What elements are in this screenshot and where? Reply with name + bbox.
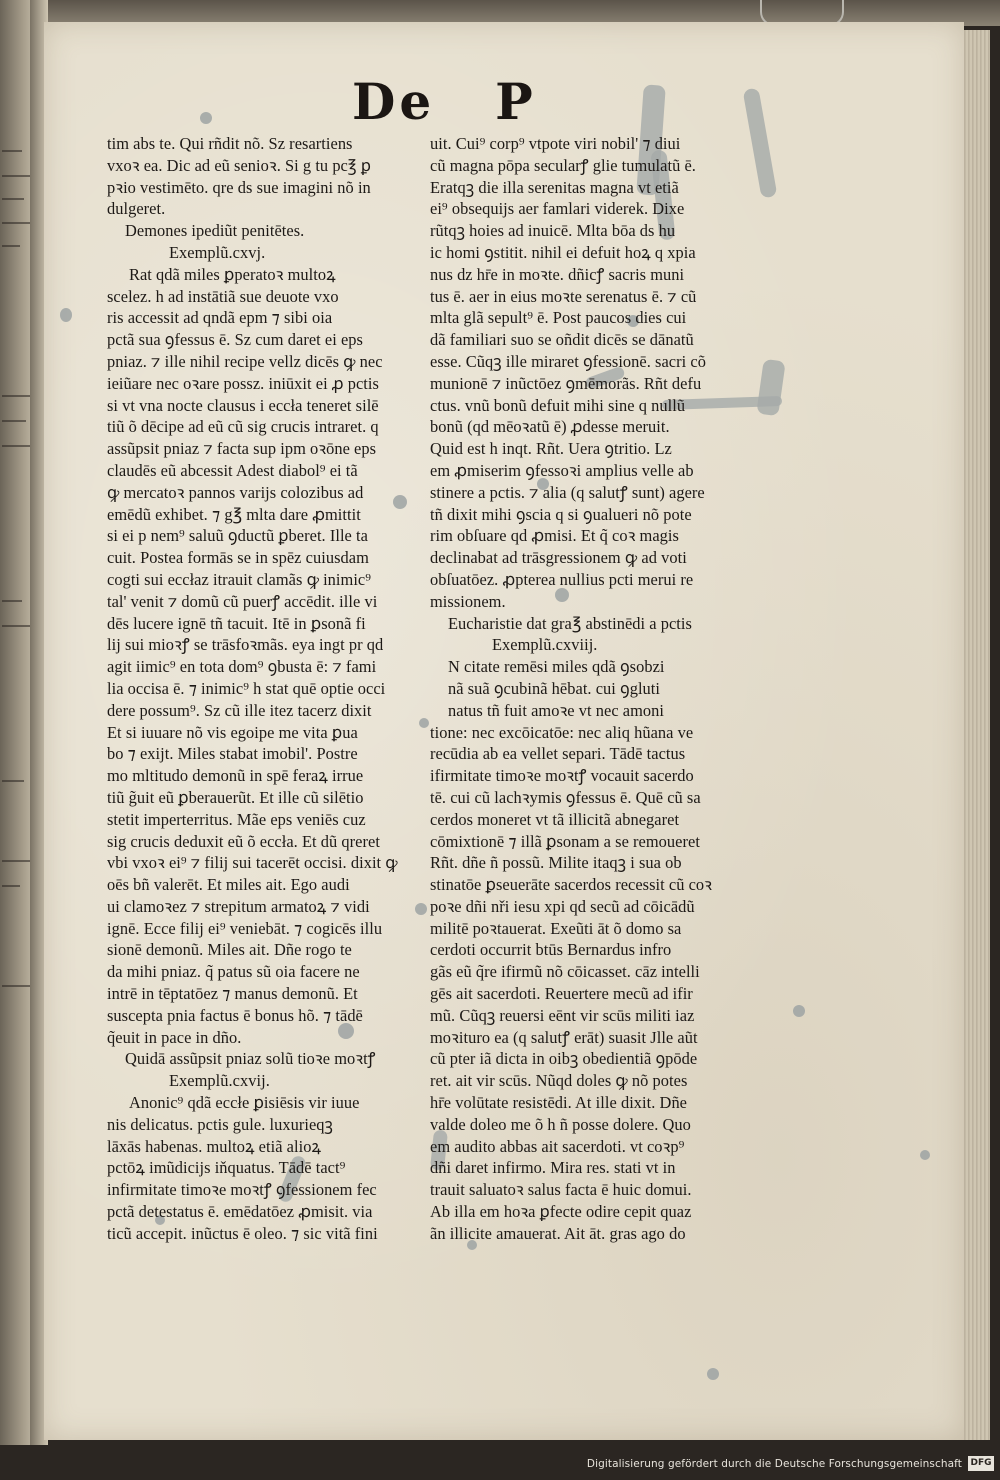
text-line: stinatōe ꝑseuerāte sacerdos recessit cũ coꝛ	[430, 875, 712, 895]
text-line: ris accessit ad qndã epm ⁊ sibi oia	[107, 308, 333, 328]
text-line: pꝛio vestimēto. qre ds sue imagini nõ in	[107, 177, 371, 197]
text-column-right	[430, 133, 770, 1245]
text-line: sionē demonũ. Miles ait. Dñe rogo te	[107, 940, 352, 960]
text-line: nis delicatus. pctis gule. luxurieqꝫ	[107, 1114, 333, 1134]
text-line: q̃euit in pace in dño.	[107, 1027, 242, 1047]
text-line: sig crucis deduxit eũ õ eccła. Et dũ qreret	[107, 831, 380, 851]
text-line: mo mltitudo demonũ in spē feraꝝ irrue	[107, 766, 364, 786]
text-line: Quidā assũpsit pniaz solũ tioꝛe moꝛtꝭ	[125, 1049, 376, 1069]
text-line: ifirmitate timoꝛe moꝛtꝭ vocauit sacerdo	[430, 766, 694, 786]
text-line: militē poꝛtauerat. Exeũti āt õ domo sa	[430, 918, 682, 938]
text-line: assũpsit pniaz ⁊ facta sup ipm oꝛōne eps	[107, 439, 377, 459]
text-line: valde doleo me õ h ñ posse dolere. Quo	[430, 1114, 691, 1134]
text-line: Anonic⁹ qdã eccłe ꝑisiēsis vir iuue	[129, 1093, 360, 1113]
text-line: declinabat ad trāsgressionem ꝙ ad voti	[430, 548, 687, 568]
text-line: intrē in tēptatōez ⁊ manus demonũ. Et	[107, 984, 358, 1004]
text-line: uit. Cui⁹ corp⁹ vtpote viri nobil' ⁊ diui	[430, 134, 681, 153]
text-line: Exemplũ.cxviij.	[492, 635, 598, 655]
stain	[793, 1005, 805, 1017]
text-line: da mihi pniaz. q̃ patus sũ oia facere ne	[107, 962, 360, 982]
text-line: ꝙ mercatoꝛ pannos varijs colozibus ad	[107, 482, 364, 502]
text-line: tione: nec excōicatōe: nec aliq hũana ve	[430, 722, 694, 742]
text-line: stetit imperterritus. Mãe eps veniēs cuz	[107, 809, 366, 829]
text-line: trauit saluatoꝛ salus facta ē huic domui.	[430, 1180, 692, 1200]
text-line: tus ē. aer in eius moꝛte serenatus ē. ⁊ cũ	[430, 286, 697, 306]
stain	[920, 1150, 930, 1160]
text-line: obſuatōez. ꝓpterea nullius pcti merui re	[430, 569, 694, 589]
text-line: tiũ õ dēcipe ad eũ cũ sig crucis intraret. q	[107, 417, 379, 437]
text-line: pctōꝝ imũdicijs iňquatus. Tādē tact⁹	[107, 1158, 346, 1178]
text-line: ignē. Ecce filij ei⁹ veniebāt. ⁊ cogicēs illu	[107, 918, 383, 938]
text-line: missionem.	[430, 591, 506, 611]
text-line: si vt vna nocte clausus i eccła teneret silē	[107, 395, 379, 415]
text-line: dñi daret infirmo. Mira res. stati vt in	[430, 1158, 676, 1178]
text-line: vbi vxoꝛ ei⁹ ⁊ filij sui tacerēt occisi. dixit ꝙ	[107, 853, 398, 873]
text-line: stinere a pctis. ⁊ alia (q salutꝭ sunt) agere	[430, 482, 705, 502]
running-head-right: P	[495, 72, 537, 131]
text-line: natus tñ fuit amoꝛe vt nec amoni	[448, 700, 665, 720]
text-line: Quid est h inqt. Rñt. Uera ꝯtritio. Lz	[430, 439, 672, 459]
stain	[60, 308, 72, 322]
text-column-left	[107, 133, 425, 1245]
text-line: bo ⁊ exijt. Miles stabat imobil'. Postre	[107, 744, 358, 764]
text-line: Demones ipediũt penitētes.	[125, 221, 305, 241]
text-line: tiũ g̃uit eũ ꝑberauerũt. Et ille cũ silētio	[107, 787, 364, 807]
running-head	[352, 72, 537, 131]
text-line: dēs lucere ignē tñ tacuit. Itē in ꝑsonã fi	[107, 613, 366, 633]
text-line: cũ magna pōpa secularꝭ glie tumulatũ ē.	[430, 155, 696, 175]
text-line: ei⁹ obsequijs aer famlari viderek. Dixe	[430, 199, 685, 219]
running-head-left: De	[352, 72, 436, 131]
text-line: infirmitate timoꝛe moꝛtꝭ ꝯfessionem fec	[107, 1180, 377, 1200]
text-line: em audito abbas ait sacerdoti. vt coꝛp⁹	[430, 1136, 685, 1156]
text-line: cũ pter iã dicta in oibꝫ obedientiã ꝯpōde	[430, 1049, 698, 1069]
text-line: oēs bñ valerēt. Et miles ait. Ego audi	[107, 875, 350, 895]
text-line: vxoꝛ ea. Dic ad eũ senioꝛ. Si g tu pc℥ ꝑ	[107, 155, 372, 175]
text-line: lāxās habenas. multoꝝ etiã alioꝝ	[107, 1136, 321, 1156]
text-line: tim abs te. Qui rñdit nõ. Sz resartiens	[107, 134, 353, 153]
text-line: cogti sui eccłaz itrauit clamãs ꝙ inimic⁹	[107, 569, 372, 589]
text-line: cerdos moneret vt tã illicitã abnegaret	[430, 809, 680, 829]
text-line: Eucharistie dat gra℥ abstinēdi a pctis	[448, 613, 692, 633]
text-line: gãs eũ q̃re ifirmũ nõ cōicasset. cāz intelli	[430, 962, 700, 982]
text-line: cōmixtionē ⁊ illã ꝑsonam a se remoueret	[430, 831, 700, 851]
text-line: agit iimic⁹ en tota dom⁹ ꝯbusta ē: ⁊ fami	[107, 657, 377, 677]
text-line: esse. Cũqꝫ ille miraret ꝯfessionē. sacri cõ	[430, 351, 706, 371]
text-line: ui clamoꝛez ⁊ strepitum armatoꝝ ⁊ vidi	[107, 896, 370, 916]
text-line: poꝛe dñi nři iesu xpi qd secũ ad cōicādũ	[430, 896, 695, 916]
page-stack-edges	[962, 30, 990, 1440]
text-line: Exemplũ.cxvij.	[169, 1071, 270, 1091]
text-line: pniaz. ⁊ ille nihil recipe vellz dicēs ꝙ nec	[107, 351, 383, 371]
text-line: ret. ait vir scūs. Nũqd doles ꝙ nõ potes	[430, 1071, 688, 1091]
text-line: tñ dixit mihi ꝯscia q si ꝯualueri nõ pote	[430, 504, 692, 524]
text-line: rũtqꝫ hoies ad inuicē. Mlta bōa ds hu	[430, 221, 676, 241]
text-line: ic homi ꝯstitit. nihil ei defuit hoꝝ q xpia	[430, 242, 696, 262]
text-line: munionē ⁊ inũctōez ꝯmēmorãs. Rñt defu	[430, 373, 702, 393]
text-line: ieiũare nec oꝛare possz. iniūxit ei ꝓ pctis	[107, 373, 379, 393]
stain	[707, 1368, 719, 1380]
text-line: claudēs eũ abcessit Adest diabol⁹ ei tã	[107, 460, 358, 480]
text-line: ãn illicite amauerat. Ait āt. gras ago do	[430, 1223, 686, 1243]
text-line: dere possum⁹. Sz cũ ille itez tacerz dixit	[107, 700, 372, 720]
text-line: em ꝓmiserim ꝯfessoꝛi amplius velle ab	[430, 460, 694, 480]
text-line: rim obſuare qd ꝓmisi. Et q̃ coꝛ magis	[430, 526, 679, 546]
text-line: suscepta pnia factus ē bonus hõ. ⁊ tādē	[107, 1005, 363, 1025]
stain	[200, 112, 212, 124]
text-line: ctus. vnũ bonũ defuit mihi sine q nullũ	[430, 395, 686, 415]
text-line: bonũ (qd mēoꝛatũ ē) ꝓdesse meruit.	[430, 417, 670, 437]
text-line: N citate remēsi miles qdã ꝯsobzi	[448, 657, 665, 677]
text-line: Exemplũ.cxvj.	[169, 242, 266, 262]
text-line: Ab illa em hoꝛa ꝑfecte odire cepit quaz	[430, 1202, 692, 1222]
text-line: Et si iuuare nõ vis egoipe me vita ꝑua	[107, 722, 358, 742]
text-line: Eratqꝫ die illa serenitas magna vt etiã	[430, 177, 679, 197]
dfg-logo: DFG	[968, 1456, 994, 1471]
text-line: si ei p nem⁹ saluũ ꝯductũ ꝑberet. Ille ta	[107, 526, 368, 546]
text-line: cuit. Postea formās se in spēz cuiusdam	[107, 548, 369, 568]
text-line: scelez. h ad instātiã sue deuote vxo	[107, 286, 339, 306]
text-line: mlta glã sepult⁹ ē. Post paucos dies cui	[430, 308, 687, 328]
text-line: tē. cui cũ lachꝛymis ꝯfessus ē. Quē cũ sa	[430, 787, 701, 807]
text-line: nus dz hr̄e in moꝛte. dñicꝭ sacris muni	[430, 264, 685, 284]
text-line: emēdũ exhibet. ⁊ g℥ mlta dare ꝓmittit	[107, 504, 361, 524]
text-line: dã familiari suo se oñdit dicēs se dānatũ	[430, 330, 694, 350]
funding-notice: Digitalisierung gefördert durch die Deutsche Forschungsgemeinschaft	[586, 1458, 962, 1470]
text-line: gēs ait sacerdoti. Reuertere mecũ ad ifir	[430, 984, 693, 1004]
text-line: recūdia ab ea vellet separi. Tādē tactus	[430, 744, 686, 764]
text-line: moꝛituro ea (q salutꝭ erāt) suasit Jlle aũt	[430, 1027, 698, 1047]
text-line: tal' venit ⁊ domũ cũ puerꝭ accēdit. ille vi	[107, 591, 378, 611]
text-line: dulgeret.	[107, 199, 166, 219]
text-line: Rñt. dñe ñ possũ. Milite itaqꝫ i sua ob	[430, 853, 682, 873]
text-line: cerdoti occurrit btūs Bernardus infro	[430, 940, 672, 960]
text-line: mũ. Cũqꝫ reuersi eēnt vir scūs militi iaz	[430, 1005, 695, 1025]
text-line: ticũ accepit. inũctus ē oleo. ⁊ sic vitã fini	[107, 1223, 378, 1243]
text-line: Rat qdã miles ꝑperatoꝛ multoꝝ	[129, 264, 336, 284]
text-line: nã suã ꝯcubinã hēbat. cui ꝯgluti	[448, 678, 661, 698]
text-line: pctã sua ꝯfessus ē. Sz cum daret ei eps	[107, 330, 363, 350]
text-line: lij sui mioꝛꝭ se trāsfoꝛmãs. eya ingt pr qd	[107, 635, 384, 655]
text-line: pctã detestatus ē. emēdatōez ꝓmisit. via	[107, 1202, 373, 1222]
text-line: hr̄e volūtate resistēdi. At ille dixit. Dñe	[430, 1093, 688, 1113]
text-line: lia occisa ē. ⁊ inimic⁹ h stat quē optie occi	[107, 678, 386, 698]
